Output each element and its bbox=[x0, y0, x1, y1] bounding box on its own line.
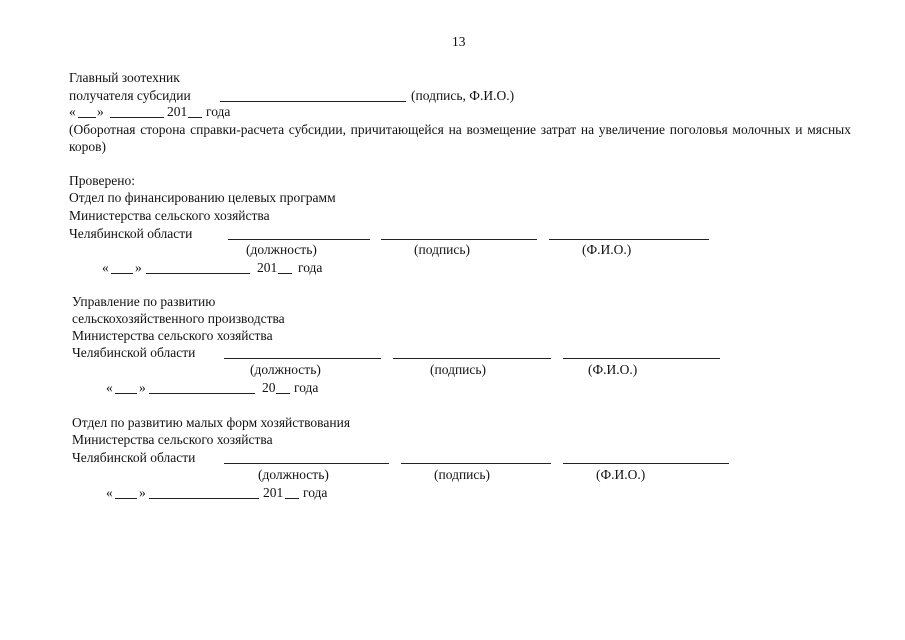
block1-name-line[interactable] bbox=[549, 239, 709, 240]
block1-line-3: Челябинской области bbox=[69, 226, 193, 241]
block3-line-1: Отдел по развитию малых форм хозяйствования bbox=[72, 415, 351, 430]
block3-date-year-line[interactable] bbox=[285, 498, 299, 499]
block3-position-line[interactable] bbox=[224, 463, 389, 464]
block1-caption-name: (Ф.И.О.) bbox=[582, 242, 632, 257]
block1-signature-line[interactable] bbox=[381, 239, 537, 240]
block2-caption-signature: (подпись) bbox=[430, 362, 487, 377]
block2-line-4: Челябинской области bbox=[72, 345, 196, 360]
block2-caption-position: (должность) bbox=[250, 362, 321, 377]
block2-date-month-line[interactable] bbox=[149, 393, 255, 394]
block1-date-year: 201 bbox=[257, 260, 278, 275]
block2-date-quote-open: « bbox=[106, 380, 113, 395]
checked-label: Проверено: bbox=[69, 173, 136, 188]
block3-line-3: Челябинской области bbox=[72, 450, 196, 465]
block1-position-line[interactable] bbox=[228, 239, 370, 240]
zootechnician-date-month-line[interactable] bbox=[110, 117, 164, 118]
zootechnician-signature-hint: (подпись, Ф.И.О.) bbox=[411, 88, 515, 103]
block1-date-quote-close: » bbox=[135, 260, 142, 275]
block1-date-quote-open: « bbox=[102, 260, 109, 275]
zootechnician-signature-line[interactable] bbox=[220, 101, 406, 102]
block3-name-line[interactable] bbox=[563, 463, 729, 464]
block3-date-suffix: года bbox=[303, 485, 328, 500]
block1-line-1: Отдел по финансированию целевых программ bbox=[69, 190, 336, 205]
block3-date-day-line[interactable] bbox=[115, 498, 137, 499]
block2-line-2: сельскохозяйственного производства bbox=[72, 311, 285, 326]
zootechnician-date-suffix: года bbox=[206, 104, 231, 119]
block3-date-year: 201 bbox=[263, 485, 284, 500]
block2-name-line[interactable] bbox=[563, 358, 720, 359]
block3-date-quote-close: » bbox=[139, 485, 146, 500]
zootechnician-date-year-line[interactable] bbox=[188, 117, 202, 118]
block1-date-day-line[interactable] bbox=[111, 273, 133, 274]
block1-date-suffix: года bbox=[298, 260, 323, 275]
block1-caption-signature: (подпись) bbox=[414, 242, 471, 257]
zootechnician-date-year: 201 bbox=[167, 104, 188, 119]
block2-date-suffix: года bbox=[294, 380, 319, 395]
block2-line-1: Управление по развитию bbox=[72, 294, 216, 309]
page-number: 13 bbox=[452, 34, 466, 49]
block1-caption-position: (должность) bbox=[246, 242, 317, 257]
block3-caption-signature: (подпись) bbox=[434, 467, 491, 482]
block2-line-3: Министерства сельского хозяйства bbox=[72, 328, 273, 343]
block2-date-quote-close: » bbox=[139, 380, 146, 395]
block3-signature-line[interactable] bbox=[401, 463, 551, 464]
zootechnician-date-day-line[interactable] bbox=[78, 117, 96, 118]
block3-caption-position: (должность) bbox=[258, 467, 329, 482]
zootechnician-date-quote-close: » bbox=[97, 104, 104, 119]
block2-date-year-line[interactable] bbox=[276, 393, 290, 394]
block2-position-line[interactable] bbox=[224, 358, 381, 359]
block1-date-year-line[interactable] bbox=[278, 273, 292, 274]
block3-line-2: Министерства сельского хозяйства bbox=[72, 432, 273, 447]
zootechnician-date-quote-open: « bbox=[69, 104, 76, 119]
block2-date-year: 20 bbox=[262, 380, 276, 395]
document-note: (Оборотная сторона справки-расчета субсидии, причитающейся на возмещение затрат на увеличение поголовья молочных и мясных коров) bbox=[69, 122, 851, 154]
block1-line-2: Министерства сельского хозяйства bbox=[69, 208, 270, 223]
recipient-label: получателя субсидии bbox=[69, 88, 191, 103]
block2-date-day-line[interactable] bbox=[115, 393, 137, 394]
block2-signature-line[interactable] bbox=[393, 358, 551, 359]
block1-date-month-line[interactable] bbox=[146, 273, 250, 274]
block3-date-quote-open: « bbox=[106, 485, 113, 500]
block3-date-month-line[interactable] bbox=[149, 498, 259, 499]
zootechnician-title: Главный зоотехник bbox=[69, 70, 180, 85]
block3-caption-name: (Ф.И.О.) bbox=[596, 467, 646, 482]
block2-caption-name: (Ф.И.О.) bbox=[588, 362, 638, 377]
